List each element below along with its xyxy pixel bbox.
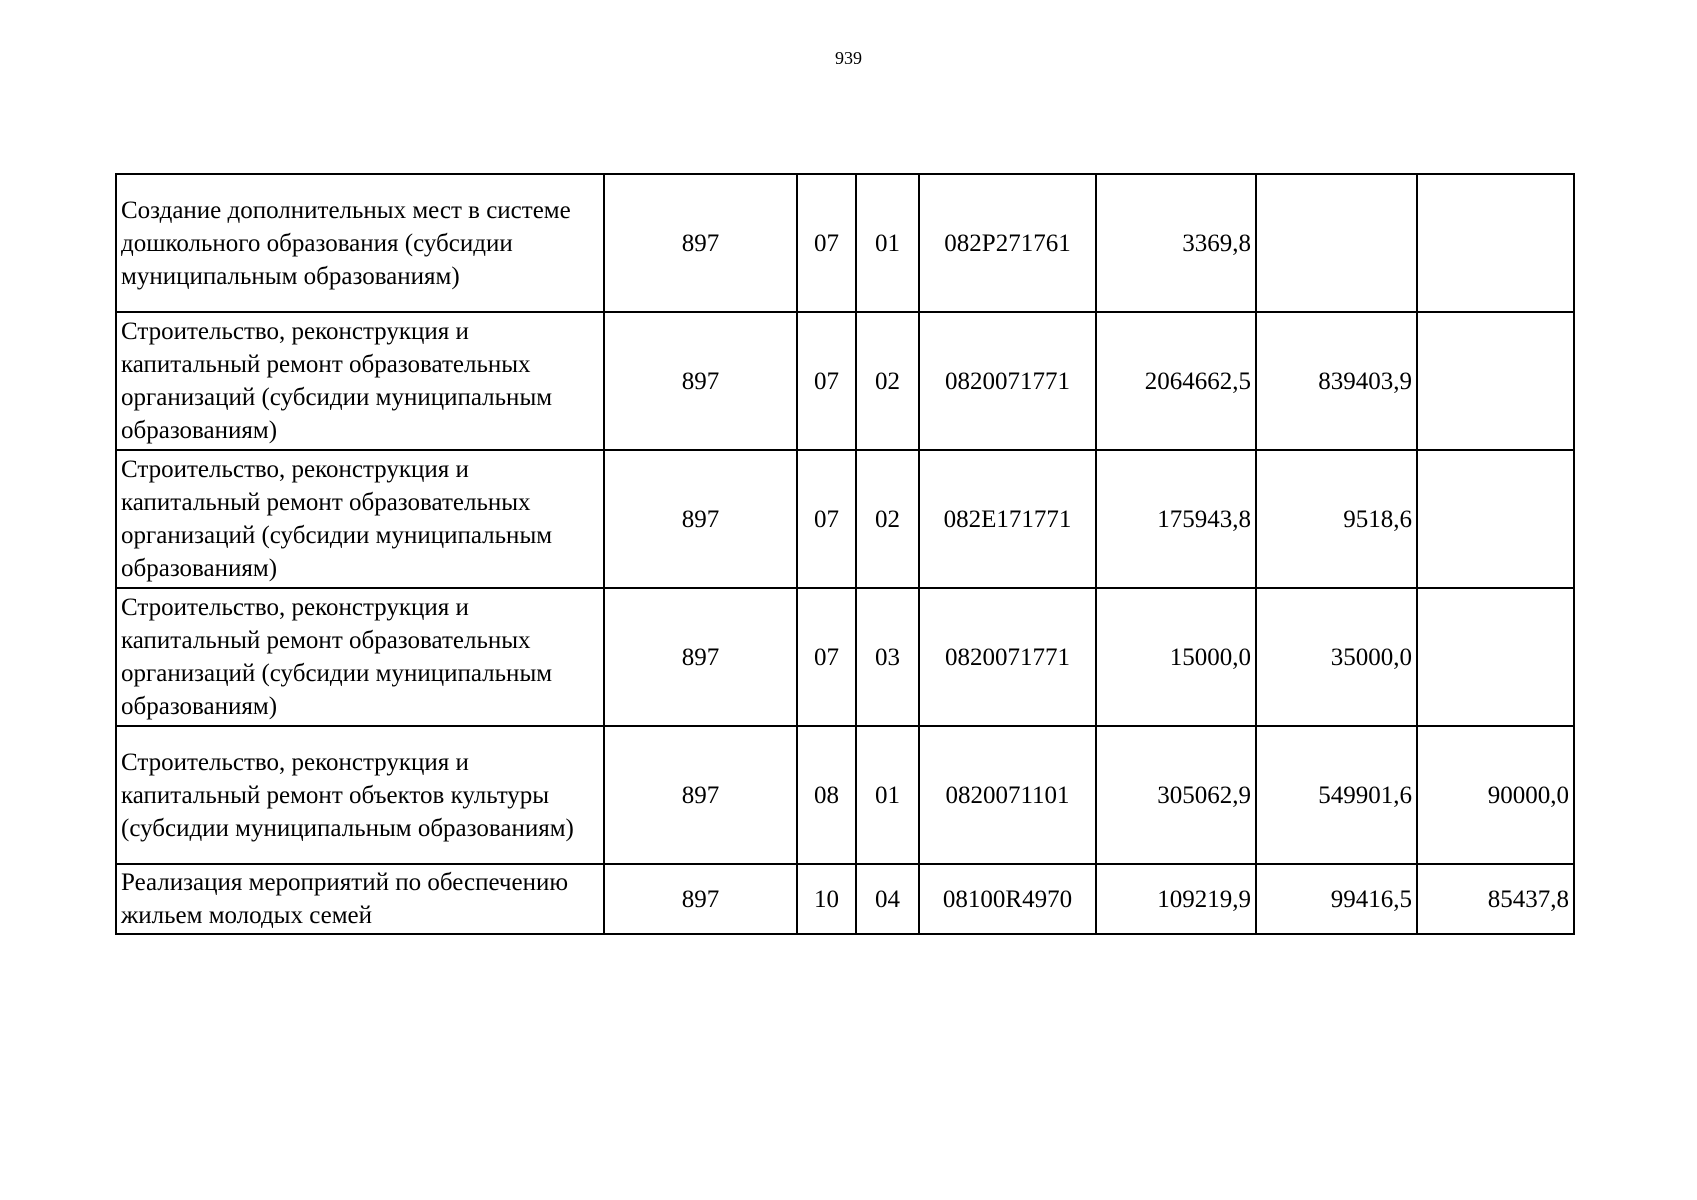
- row-amount-3: [1417, 588, 1574, 726]
- page-number: 939: [835, 48, 862, 68]
- row-amount-2: [1256, 174, 1417, 312]
- table-row: [116, 174, 1574, 312]
- row-description: Создание дополнительных мест в системе дошкольного образования (субсидии муниципальным образованиям): [116, 174, 604, 312]
- row-amount-2: 839403,9: [1256, 312, 1417, 450]
- row-description: Строительство, реконструкция и капитальный ремонт образовательных организаций (субсидии муниципальным образованиям): [116, 450, 604, 588]
- row-code: 897: [604, 864, 797, 934]
- table-row: [116, 312, 1574, 450]
- row-description: Строительство, реконструкция и капитальный ремонт образовательных организаций (субсидии муниципальным образованиям): [116, 588, 604, 726]
- row-code: 897: [604, 726, 797, 864]
- row-description: Строительство, реконструкция и капитальный ремонт образовательных организаций (субсидии муниципальным образованиям): [116, 312, 604, 450]
- row-article: 0820071771: [919, 588, 1096, 726]
- row-amount-1: 3369,8: [1096, 174, 1256, 312]
- row-subsection: 02: [856, 450, 919, 588]
- row-amount-1: 109219,9: [1096, 864, 1256, 934]
- row-amount-3: [1417, 174, 1574, 312]
- row-description: Строительство, реконструкция и капитальный ремонт объектов культуры (субсидии муниципальным образованиям): [116, 726, 604, 864]
- row-code: 897: [604, 588, 797, 726]
- row-article: 0820071771: [919, 312, 1096, 450]
- row-amount-1: 15000,0: [1096, 588, 1256, 726]
- row-amount-2: 35000,0: [1256, 588, 1417, 726]
- table-row: [116, 864, 1574, 934]
- row-subsection: 02: [856, 312, 919, 450]
- row-subsection: 01: [856, 726, 919, 864]
- row-section: 10: [797, 864, 856, 934]
- table-row: [116, 450, 1574, 588]
- row-description: Реализация мероприятий по обеспечению жильем молодых семей: [116, 864, 604, 934]
- row-amount-1: 175943,8: [1096, 450, 1256, 588]
- row-amount-2: 99416,5: [1256, 864, 1417, 934]
- row-subsection: 01: [856, 174, 919, 312]
- table-row: [116, 726, 1574, 864]
- row-amount-2: 9518,6: [1256, 450, 1417, 588]
- row-section: 08: [797, 726, 856, 864]
- row-section: 07: [797, 312, 856, 450]
- row-section: 07: [797, 588, 856, 726]
- table-row: [116, 588, 1574, 726]
- row-article: 082E171771: [919, 450, 1096, 588]
- row-amount-3: 85437,8: [1417, 864, 1574, 934]
- row-article: 08100R4970: [919, 864, 1096, 934]
- row-amount-3: [1417, 450, 1574, 588]
- budget-table: [115, 173, 1575, 935]
- row-section: 07: [797, 174, 856, 312]
- row-section: 07: [797, 450, 856, 588]
- row-code: 897: [604, 450, 797, 588]
- row-subsection: 03: [856, 588, 919, 726]
- row-amount-1: 2064662,5: [1096, 312, 1256, 450]
- row-code: 897: [604, 174, 797, 312]
- row-code: 897: [604, 312, 797, 450]
- row-article: 0820071101: [919, 726, 1096, 864]
- row-subsection: 04: [856, 864, 919, 934]
- row-amount-3: 90000,0: [1417, 726, 1574, 864]
- row-amount-3: [1417, 312, 1574, 450]
- row-article: 082P271761: [919, 174, 1096, 312]
- row-amount-1: 305062,9: [1096, 726, 1256, 864]
- row-amount-2: 549901,6: [1256, 726, 1417, 864]
